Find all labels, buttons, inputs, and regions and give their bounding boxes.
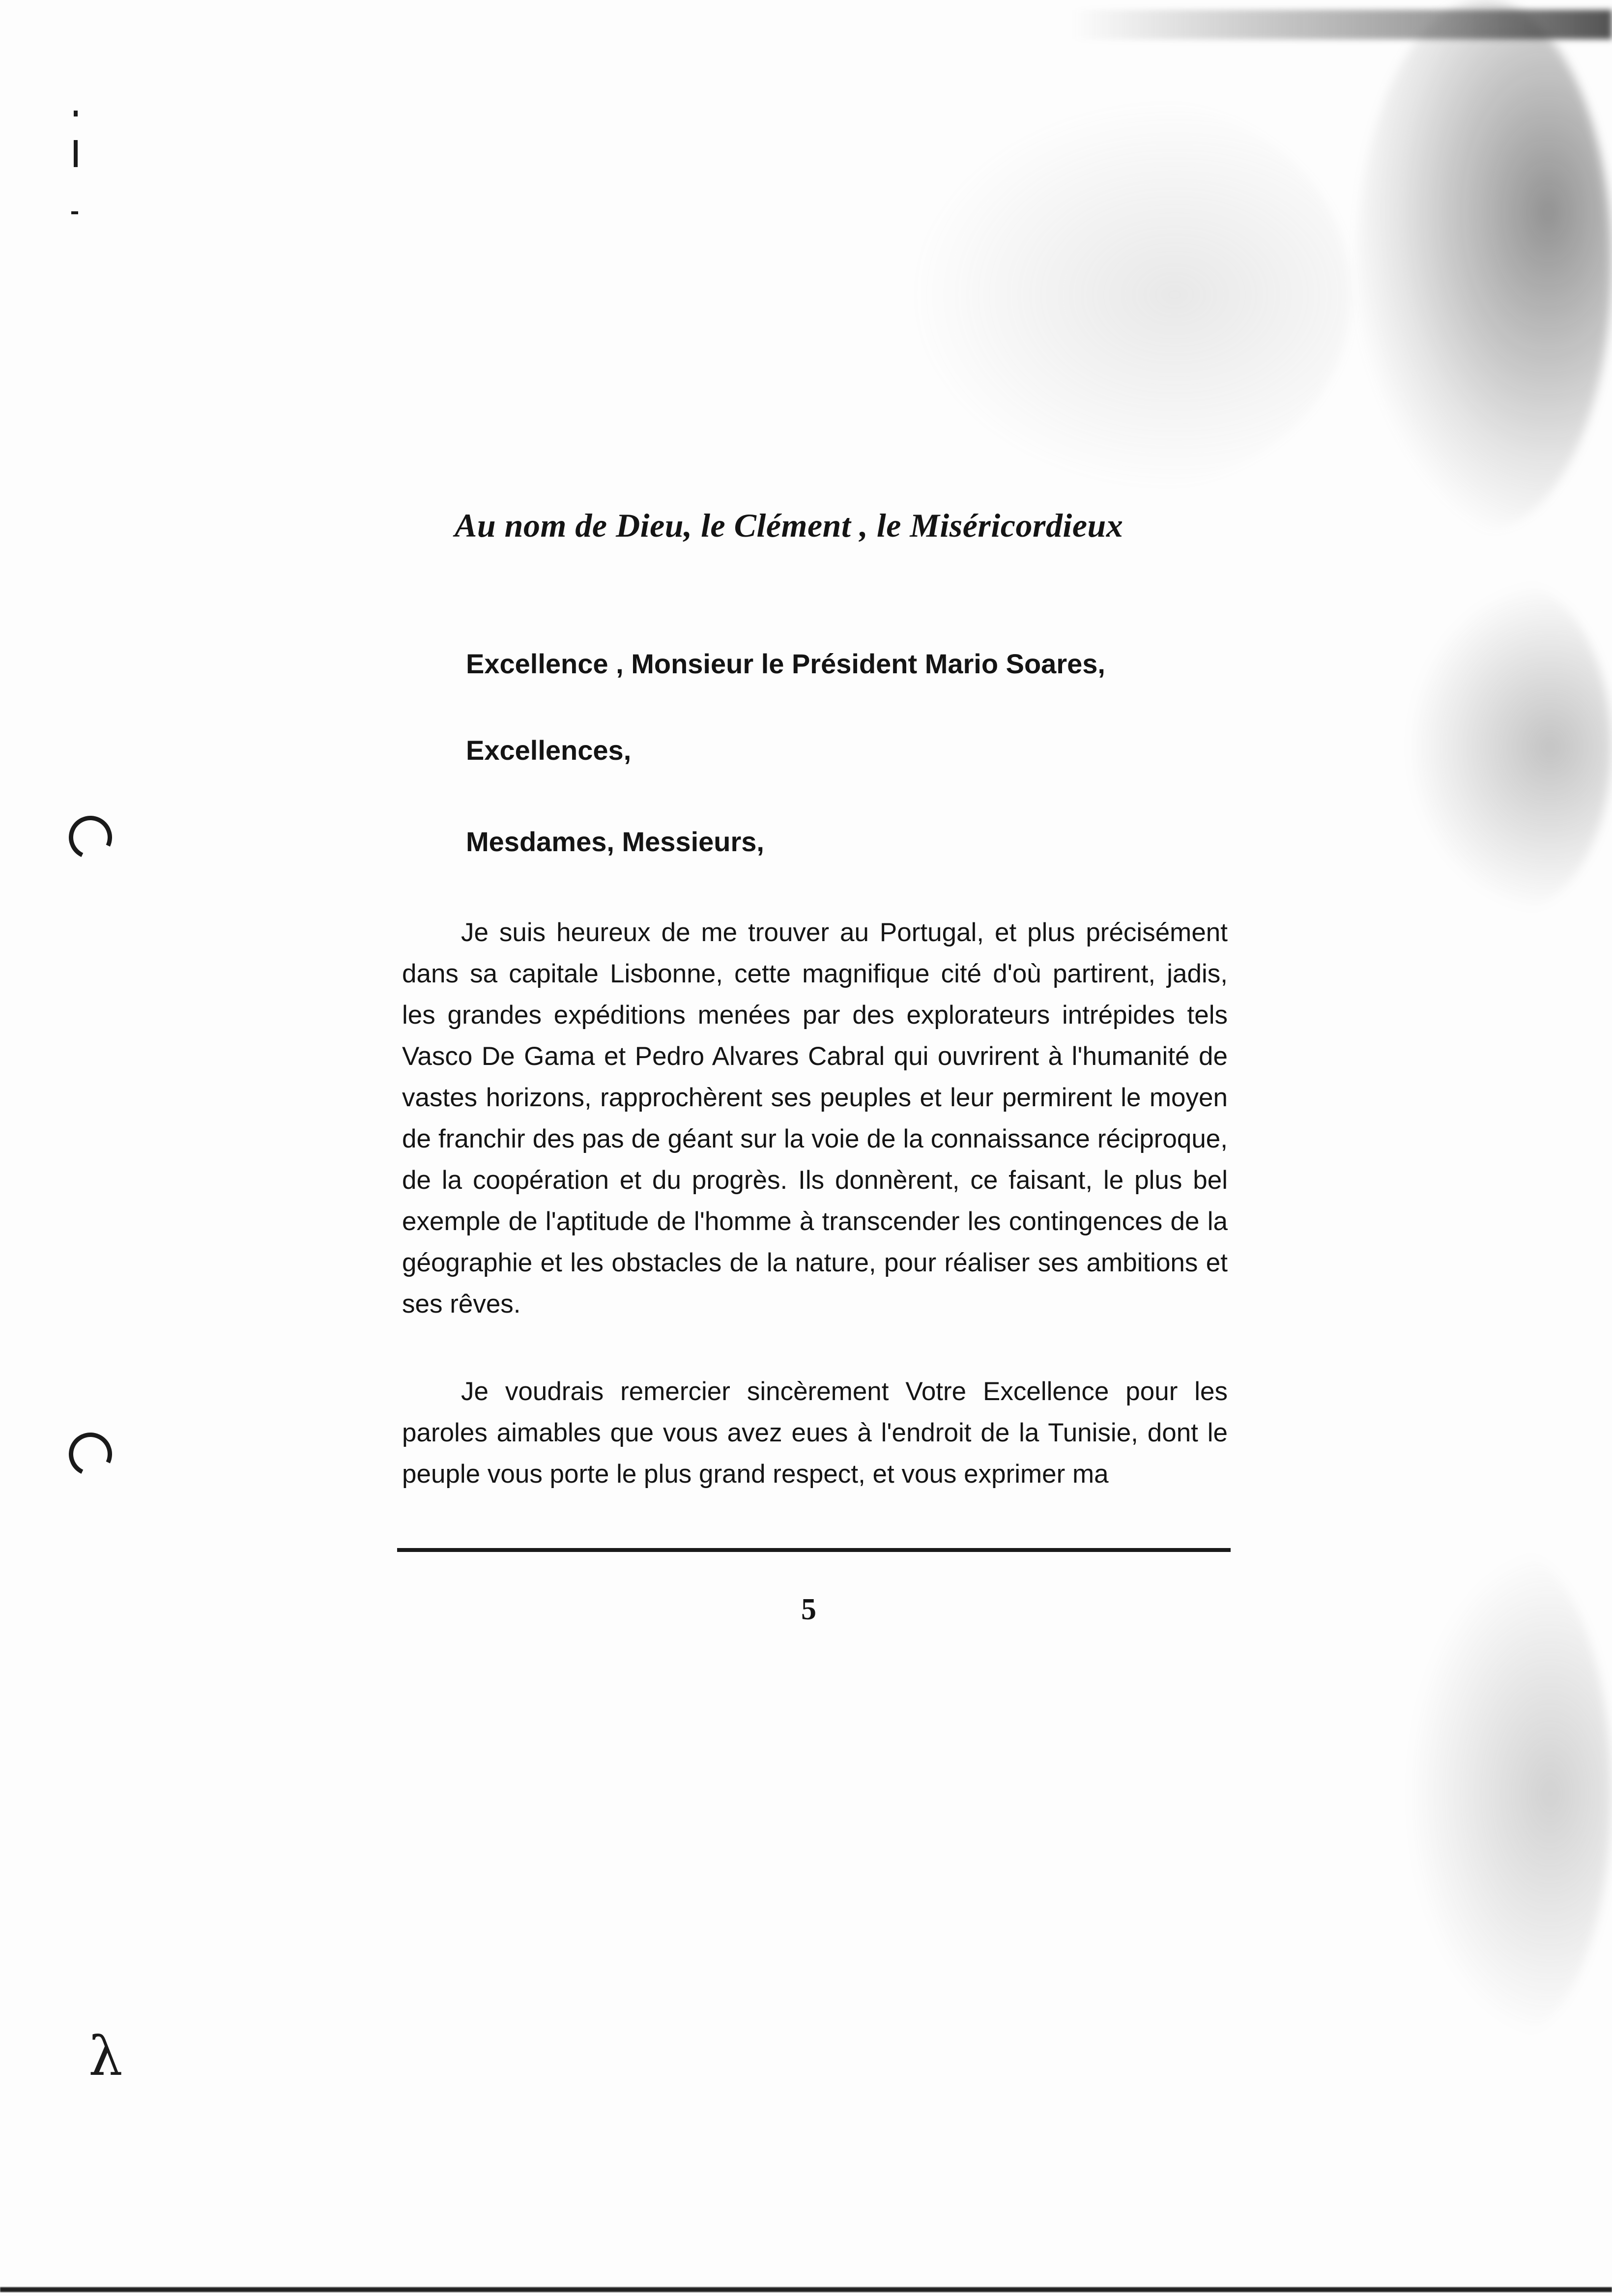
page-number: 5 [801,1593,816,1626]
margin-tick [74,140,78,167]
handwritten-margin-mark: λ [88,2025,123,2088]
binder-hole-mark [63,810,118,865]
salutation-president: Excellence , Monsieur le Président Mario Soares, [466,648,1105,679]
body-paragraph: Je suis heureux de me trouver au Portugal, et plus précisément dans sa capitale Lisbonne, cette magnifique cité d'où partirent, jadis, les grandes expéditions menées par des explorateurs intrépides tels Vasco De Gama et Pedro Alvares Cabral qui ouvrirent à l'humanité de vastes horizons, rapprochèrent ses peuples et leur permirent le moyen de franchir des pas de géant sur la voie de la connaissance réciproque, de la coopération et du progrès. Ils donnèrent, ce faisant, le plus bel exemple de l'aptitude de l'homme à transcender les contingences de la géographie et les obstacles de la nature, pour réaliser ses ambitions et ses rêves. [402,918,1228,1319]
salutation-excellences: Excellences, [466,735,632,766]
binder-hole-mark [63,1427,118,1482]
scan-edge-shadow [1071,10,1612,39]
scan-noise [1406,580,1612,914]
margin-dot [74,111,78,116]
scan-noise [1406,1548,1612,2039]
margin-dot [71,211,78,214]
body-paragraph: Je voudrais remercier sincèrement Votre Excellence pour les paroles aimables que vous avez eues à l'endroit de la Tunisie, dont le peuple vous porte le plus grand respect, et vous exprimer ma [402,1377,1228,1489]
footer-rule [397,1548,1231,1552]
scan-noise [909,98,1352,491]
scan-bottom-edge [0,2287,1612,2292]
scan-noise [1356,0,1612,531]
salutation-audience: Mesdames, Messieurs, [466,826,764,857]
document-title: Au nom de Dieu, le Clément , le Miséricordieux [455,507,1123,544]
